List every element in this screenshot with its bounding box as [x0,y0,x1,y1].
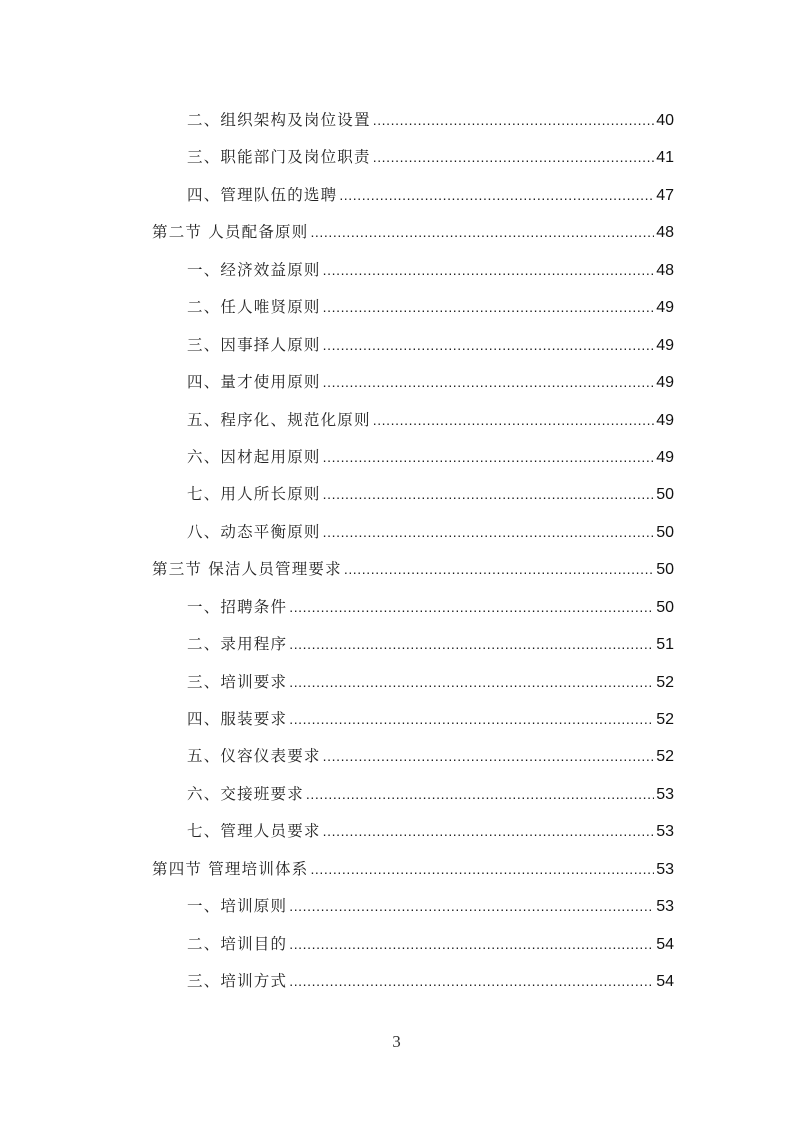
toc-entry-title: 五、仪容仪表要求 [187,747,321,766]
toc-entry[interactable] [152,402,674,439]
toc-dot-leader [289,888,654,925]
toc-dot-leader [323,252,655,289]
toc-entry[interactable] [152,439,674,476]
toc-entry[interactable] [152,177,674,214]
toc-dot-leader [289,626,654,663]
toc-entry-page: 52 [656,748,674,766]
toc-dot-leader [289,926,654,963]
toc-entry-title: 四、量才使用原则 [187,373,321,392]
toc-entry[interactable] [152,776,674,813]
toc-entry-page: 53 [656,785,674,803]
toc-entry-page: 48 [656,224,674,242]
toc-entry[interactable] [152,701,674,738]
toc-entry-title: 三、职能部门及岗位职责 [187,148,371,167]
toc-entry-page: 49 [656,411,674,429]
toc-entry-title: 四、管理队伍的选聘 [187,185,338,204]
toc-entry-page: 49 [656,336,674,354]
toc-section-entry[interactable] [152,214,674,251]
toc-entry[interactable] [152,514,674,551]
toc-dot-leader [289,664,654,701]
toc-entry[interactable] [152,926,674,963]
toc-entry-page: 50 [656,598,674,616]
toc-entry-title: 七、用人所长原则 [187,485,321,504]
toc-entry-page: 53 [656,823,674,841]
page-number: 3 [392,1032,401,1051]
toc-entry[interactable] [152,327,674,364]
toc-entry[interactable] [152,664,674,701]
toc-entry-title: 四、服装要求 [187,710,288,728]
toc-entry[interactable] [152,476,674,513]
toc-dot-leader [373,139,655,176]
toc-entry-page: 54 [656,973,674,991]
toc-entry-title: 三、培训方式 [187,972,288,991]
toc-entry-page: 50 [656,523,674,541]
toc-entry-page: 40 [656,112,674,129]
toc-entry[interactable] [152,626,674,663]
toc-entry[interactable] [152,963,674,1000]
toc-entry-title: 第四节 管理培训体系 [152,859,309,878]
toc-dot-leader [323,439,655,476]
toc-dot-leader [373,102,655,139]
toc-section-entry[interactable] [152,851,674,888]
toc-entry-title: 五、程序化、规范化原则 [187,410,371,429]
toc-dot-leader [289,701,654,738]
toc-entry-page: 53 [656,860,674,878]
toc-entry-title: 二、录用程序 [187,635,288,654]
toc-entry[interactable] [152,364,674,401]
toc-entry[interactable] [152,289,674,326]
toc-entry-title: 第二节 人员配备原则 [152,223,309,242]
toc-dot-leader [344,551,654,588]
toc-dot-leader [323,364,655,401]
toc-entry-title: 三、培训要求 [187,672,288,691]
toc-entry[interactable] [152,888,674,925]
toc-dot-leader [323,514,655,551]
toc-entry-page: 49 [656,374,674,392]
toc-dot-leader [323,738,655,775]
toc-entry-title: 二、组织架构及岗位设置 [187,111,371,129]
toc-dot-leader [323,813,655,850]
toc-dot-leader [323,327,655,364]
toc-entry-page: 52 [656,673,674,691]
toc-entry-title: 一、经济效益原则 [187,260,321,279]
toc-entry-page: 48 [656,261,674,279]
toc-entry[interactable] [152,139,674,176]
toc-entry-page: 41 [656,149,674,167]
toc-dot-leader [310,214,654,251]
toc-entry-title: 一、招聘条件 [187,597,288,616]
toc-entry-title: 七、管理人员要求 [187,822,321,841]
toc-dot-leader [289,589,654,626]
toc-dot-leader [306,776,654,813]
table-of-contents [152,102,674,1001]
toc-entry[interactable] [152,738,674,775]
toc-dot-leader [310,851,654,888]
toc-entry-page: 47 [656,186,674,204]
toc-entry-page: 52 [656,711,674,728]
toc-entry-title: 八、动态平衡原则 [187,522,321,541]
toc-entry-page: 53 [656,898,674,916]
toc-entry[interactable] [152,813,674,850]
toc-dot-leader [373,402,655,439]
toc-entry-title: 一、培训原则 [187,897,288,916]
toc-entry-page: 50 [656,486,674,504]
toc-entry-page: 49 [656,448,674,466]
toc-dot-leader [289,963,654,1000]
toc-entry-title: 二、培训目的 [187,934,288,953]
toc-section-entry[interactable] [152,551,674,588]
toc-dot-leader [323,289,655,326]
toc-entry[interactable] [152,252,674,289]
toc-entry-title: 六、交接班要求 [187,784,304,803]
toc-entry-page: 50 [656,561,674,579]
toc-dot-leader [339,177,654,214]
toc-entry[interactable] [152,102,674,139]
toc-entry-title: 第三节 保洁人员管理要求 [152,560,342,579]
toc-entry-page: 51 [656,636,674,654]
toc-entry-title: 二、任人唯贤原则 [187,298,321,317]
toc-entry[interactable] [152,589,674,626]
toc-entry-page: 54 [656,935,674,953]
toc-entry-title: 六、因材起用原则 [187,447,321,466]
toc-entry-page: 49 [656,299,674,317]
toc-entry-title: 三、因事择人原则 [187,335,321,354]
toc-dot-leader [323,476,655,513]
